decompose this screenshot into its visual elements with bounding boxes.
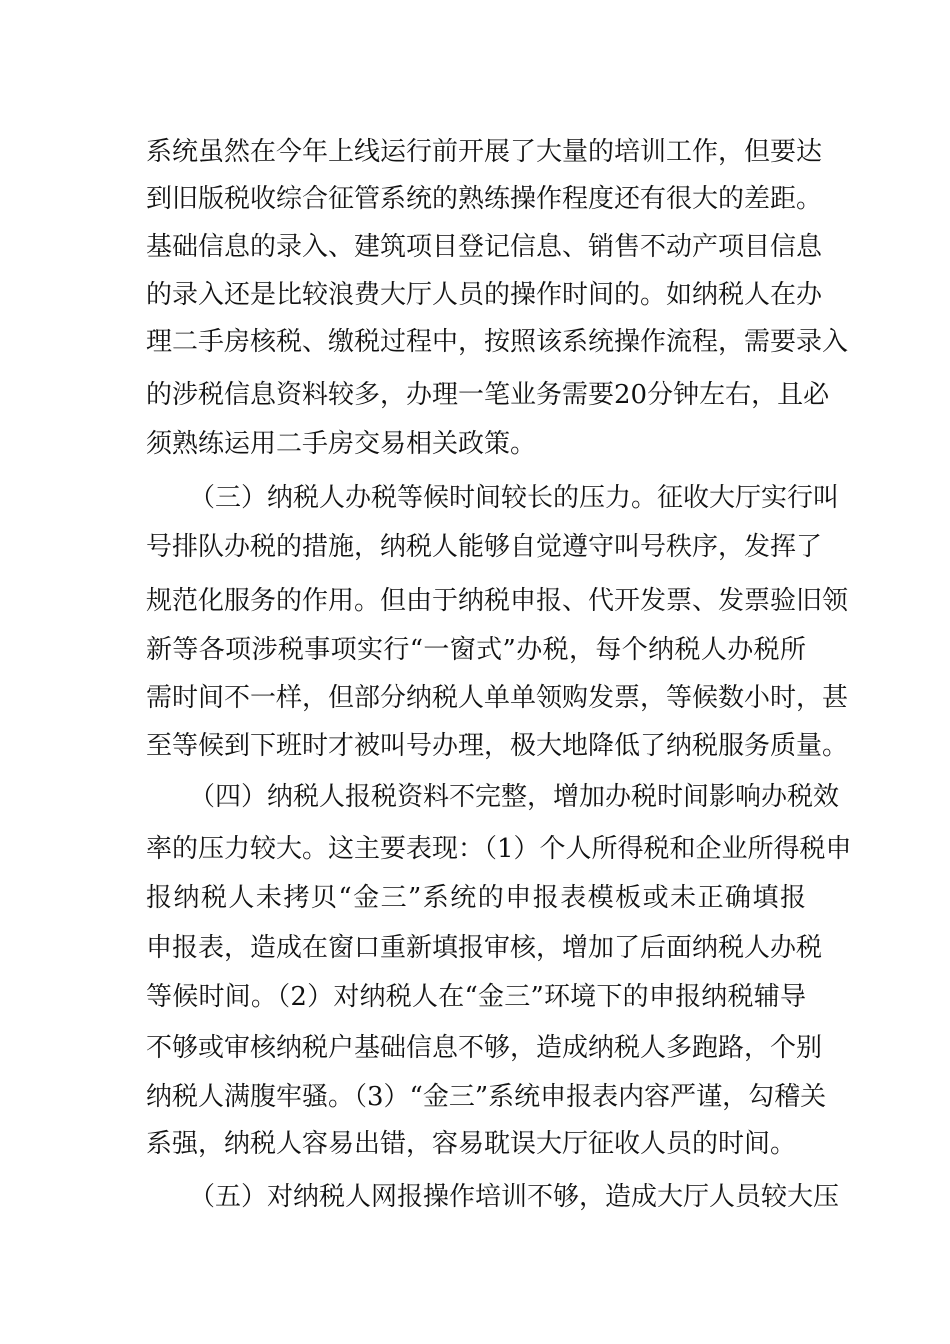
section-heading-line: （四）纳税人报税资料不完整，增加办税时间影响办税效 xyxy=(189,782,840,812)
text-line: 系强，纳税人容易出错，容易耽误大厅征收人员的时间。 xyxy=(146,1129,797,1159)
text-line: 规范化服务的作用。但由于纳税申报、代开发票、发票验旧领 xyxy=(146,586,849,616)
text-line: 到旧版税收综合征管系统的熟练操作程度还有很大的差距。 xyxy=(146,184,823,214)
text-line: 至等候到下班时才被叫号办理，极大地降低了纳税服务质量。 xyxy=(146,731,849,761)
text-line: 理二手房核税、缴税过程中，按照该系统操作流程，需要录入 xyxy=(146,327,849,357)
text-line: 须熟练运用二手房交易相关政策。 xyxy=(146,429,537,459)
text-line: 系统虽然在今年上线运行前开展了大量的培训工作，但要达 xyxy=(146,137,823,167)
text-line: 等候时间。（2）对纳税人在“金三”环境下的申报纳税辅导 xyxy=(146,982,806,1012)
section-heading-line: （五）对纳税人网报操作培训不够，造成大厅人员较大压 xyxy=(189,1182,840,1212)
text-line: 报纳税人未拷贝“金三”系统的申报表模板或未正确填报 xyxy=(146,883,806,913)
text-line: 号排队办税的措施，纳税人能够自觉遵守叫号秩序，发挥了 xyxy=(146,532,823,562)
text-line: 率的压力较大。这主要表现：（1）个人所得税和企业所得税申 xyxy=(146,834,852,864)
text-line: 新等各项涉税事项实行“一窗式”办税，每个纳税人办税所 xyxy=(146,635,806,665)
text-line: 申报表，造成在窗口重新填报审核，增加了后面纳税人办税 xyxy=(146,933,823,963)
text-line: 不够或审核纳税户基础信息不够，造成纳税人多跑路，个别 xyxy=(146,1033,823,1063)
text-line: 的涉税信息资料较多，办理一笔业务需要20分钟左右，且必 xyxy=(146,380,830,410)
section-heading-line: （三）纳税人办税等候时间较长的压力。征收大厅实行叫 xyxy=(189,483,840,513)
text-line: 基础信息的录入、建筑项目登记信息、销售不动产项目信息 xyxy=(146,232,823,262)
text-line: 纳税人满腹牢骚。（3）“金三”系统申报表内容严谨，勾稽关 xyxy=(146,1082,827,1112)
text-line: 需时间不一样，但部分纳税人单单领购发票，等候数小时，甚 xyxy=(146,683,849,713)
text-line: 的录入还是比较浪费大厅人员的操作时间的。如纳税人在办 xyxy=(146,280,823,310)
